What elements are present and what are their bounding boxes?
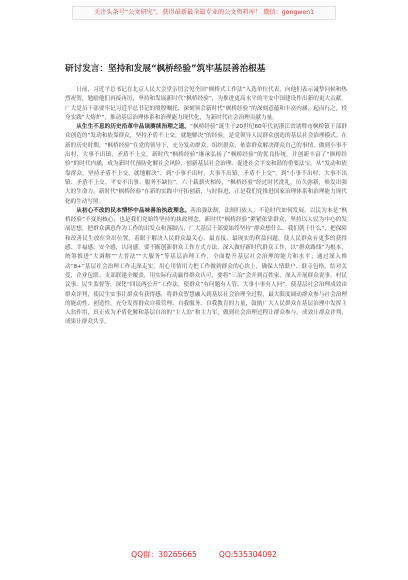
paragraph-lead: 从生生不息的历史沿革中品读赓续治理之道。 (76, 124, 191, 131)
paragraph-text: 善治强法制，法制归依人。不论时代如何发展，以民为本是“枫桥经验”不变的核心，也是我们党始终坚持的执政理念。新时代“枫桥经验”紧紧依靠群众，坚持以人民为中心的发展思想，把群众满意作为工作的出发点和落脚点，广大基层干部要始终坚持“群众想什么、我们就干什么”，把保障和改善民生放在突出位置，着眼于解决人民群众最关心、最直接、最现实的利益问题，使人民群众有更多的获得感、幸福感、安全感，认同感。要不断创新群众工作方式方法，深入做好新时代群众工作，以“群众路线”为根本，统筹推进“大调解”“大普法”“大服务”等基层治理工作，全面提升基层社会治理的能力和水平；通过深入推动“8+”基层社会治理工作走深走实，用心用情用力把工作做到群众的心坎上，确保人情联户、联寺包格，结对关爱，企业包联、支部联建全覆盖，用实际行动赢得群众认可，要将“三治”会开到百姓家，深入开展群众说事、村民议事、民生监督等，深化“四议两公开”工作法，使群众“有问题有人管、大事小事有人问”，使基层社会治理成效由群众评判，使民生实事让群众有获得感，将群众智慧融入到基层社会治理全过程，最大限度调动群众参与社会治理的能动性、创造性，充分发挥群众自我管理、自我服务、自我教育的力量，鼓励广大人民群众在基层治理中发挥主人翁作用，真正成为矛盾化解和基层自治的“主人翁”和主力军，做到社会治理过程让群众参与，成效让群众评判，成果让群众共享。 (65, 207, 347, 326)
promo-banner: 关注头条号“公文研究”，获得最新最全最专业的公文资料库！ 微信：gongwen1 (72, 6, 336, 20)
paragraph-text: “枫桥经验”诞生于20世纪60年代初浙江省诸暨市枫桥镇干部群众创造的“发动和依靠群众，坚持矛盾不上交，就地解决”的经验，是党领导人民群众创造的基层社会治理模式。在新的历史时期，“枫桥经验”在党的领导下，充分发动群众、组织群众、依靠群众解决群众自己的事情，做到小事不出村、大事不出镇、矛盾不上交，新时代“枫桥经验”继承弘扬了“枫桥经验”的优良传统，并创新丰富了“枫桥经验”的时代内涵，成为新时代预防化解社会风险、创新基层社会治理、促进社会平安和谐的重要法宝。从“发动和依靠群众，坚持矛盾不上交，就地解决”，到“小事不出村，大事不出镇，矛盾不上交”，到“小事不出村、大事不出镇、矛盾不上交、平安不出事、服务不缺位”，六十载薪火相传，“枫桥经验”经过时代洗礼，历久弥新，焕发出强大的生命力。新时代“枫桥经验”在新的实践中开拓创新、与时俱进，正是我们党推进国家治理体系和治理能力现代化的生动写照。 (65, 124, 347, 205)
paragraph-text: 日前，习近平总书记在北京人民大会堂亲切会见全国“枫桥式工作法”入选单位代表，向他们表示诚挚问候和热烈祝贺，勉励他们再接再厉，坚持和发展新时代“枫桥经验”，为推进更高水平的平安中国建设作出新的更大贡献。广大党员干部要牢记习近平总书记的殷殷嘱托，深刻领会新时代“枫桥经验”的深刻意蕴和丰富内涵，起而行之，投身实践“大熔炉”，推动基层治理体系和治理能力现代化，为新时代社会治理贡献力量。 (65, 87, 347, 121)
contact-footer (0, 549, 408, 560)
document-body (65, 86, 347, 541)
paragraph-intro (65, 86, 347, 123)
paragraph-people (65, 207, 347, 328)
qq-number: QQ:535304092 (218, 550, 277, 559)
paragraph-lead: 从初心不改的民本情怀中品味善治执政理念。 (76, 207, 191, 214)
document-title: 研讨发言：坚持和发展“枫桥经验”筑牢基层善治根基 (65, 64, 266, 74)
paragraph-history (65, 123, 347, 207)
qq-group-number: QQ群：30265665 (131, 550, 197, 559)
